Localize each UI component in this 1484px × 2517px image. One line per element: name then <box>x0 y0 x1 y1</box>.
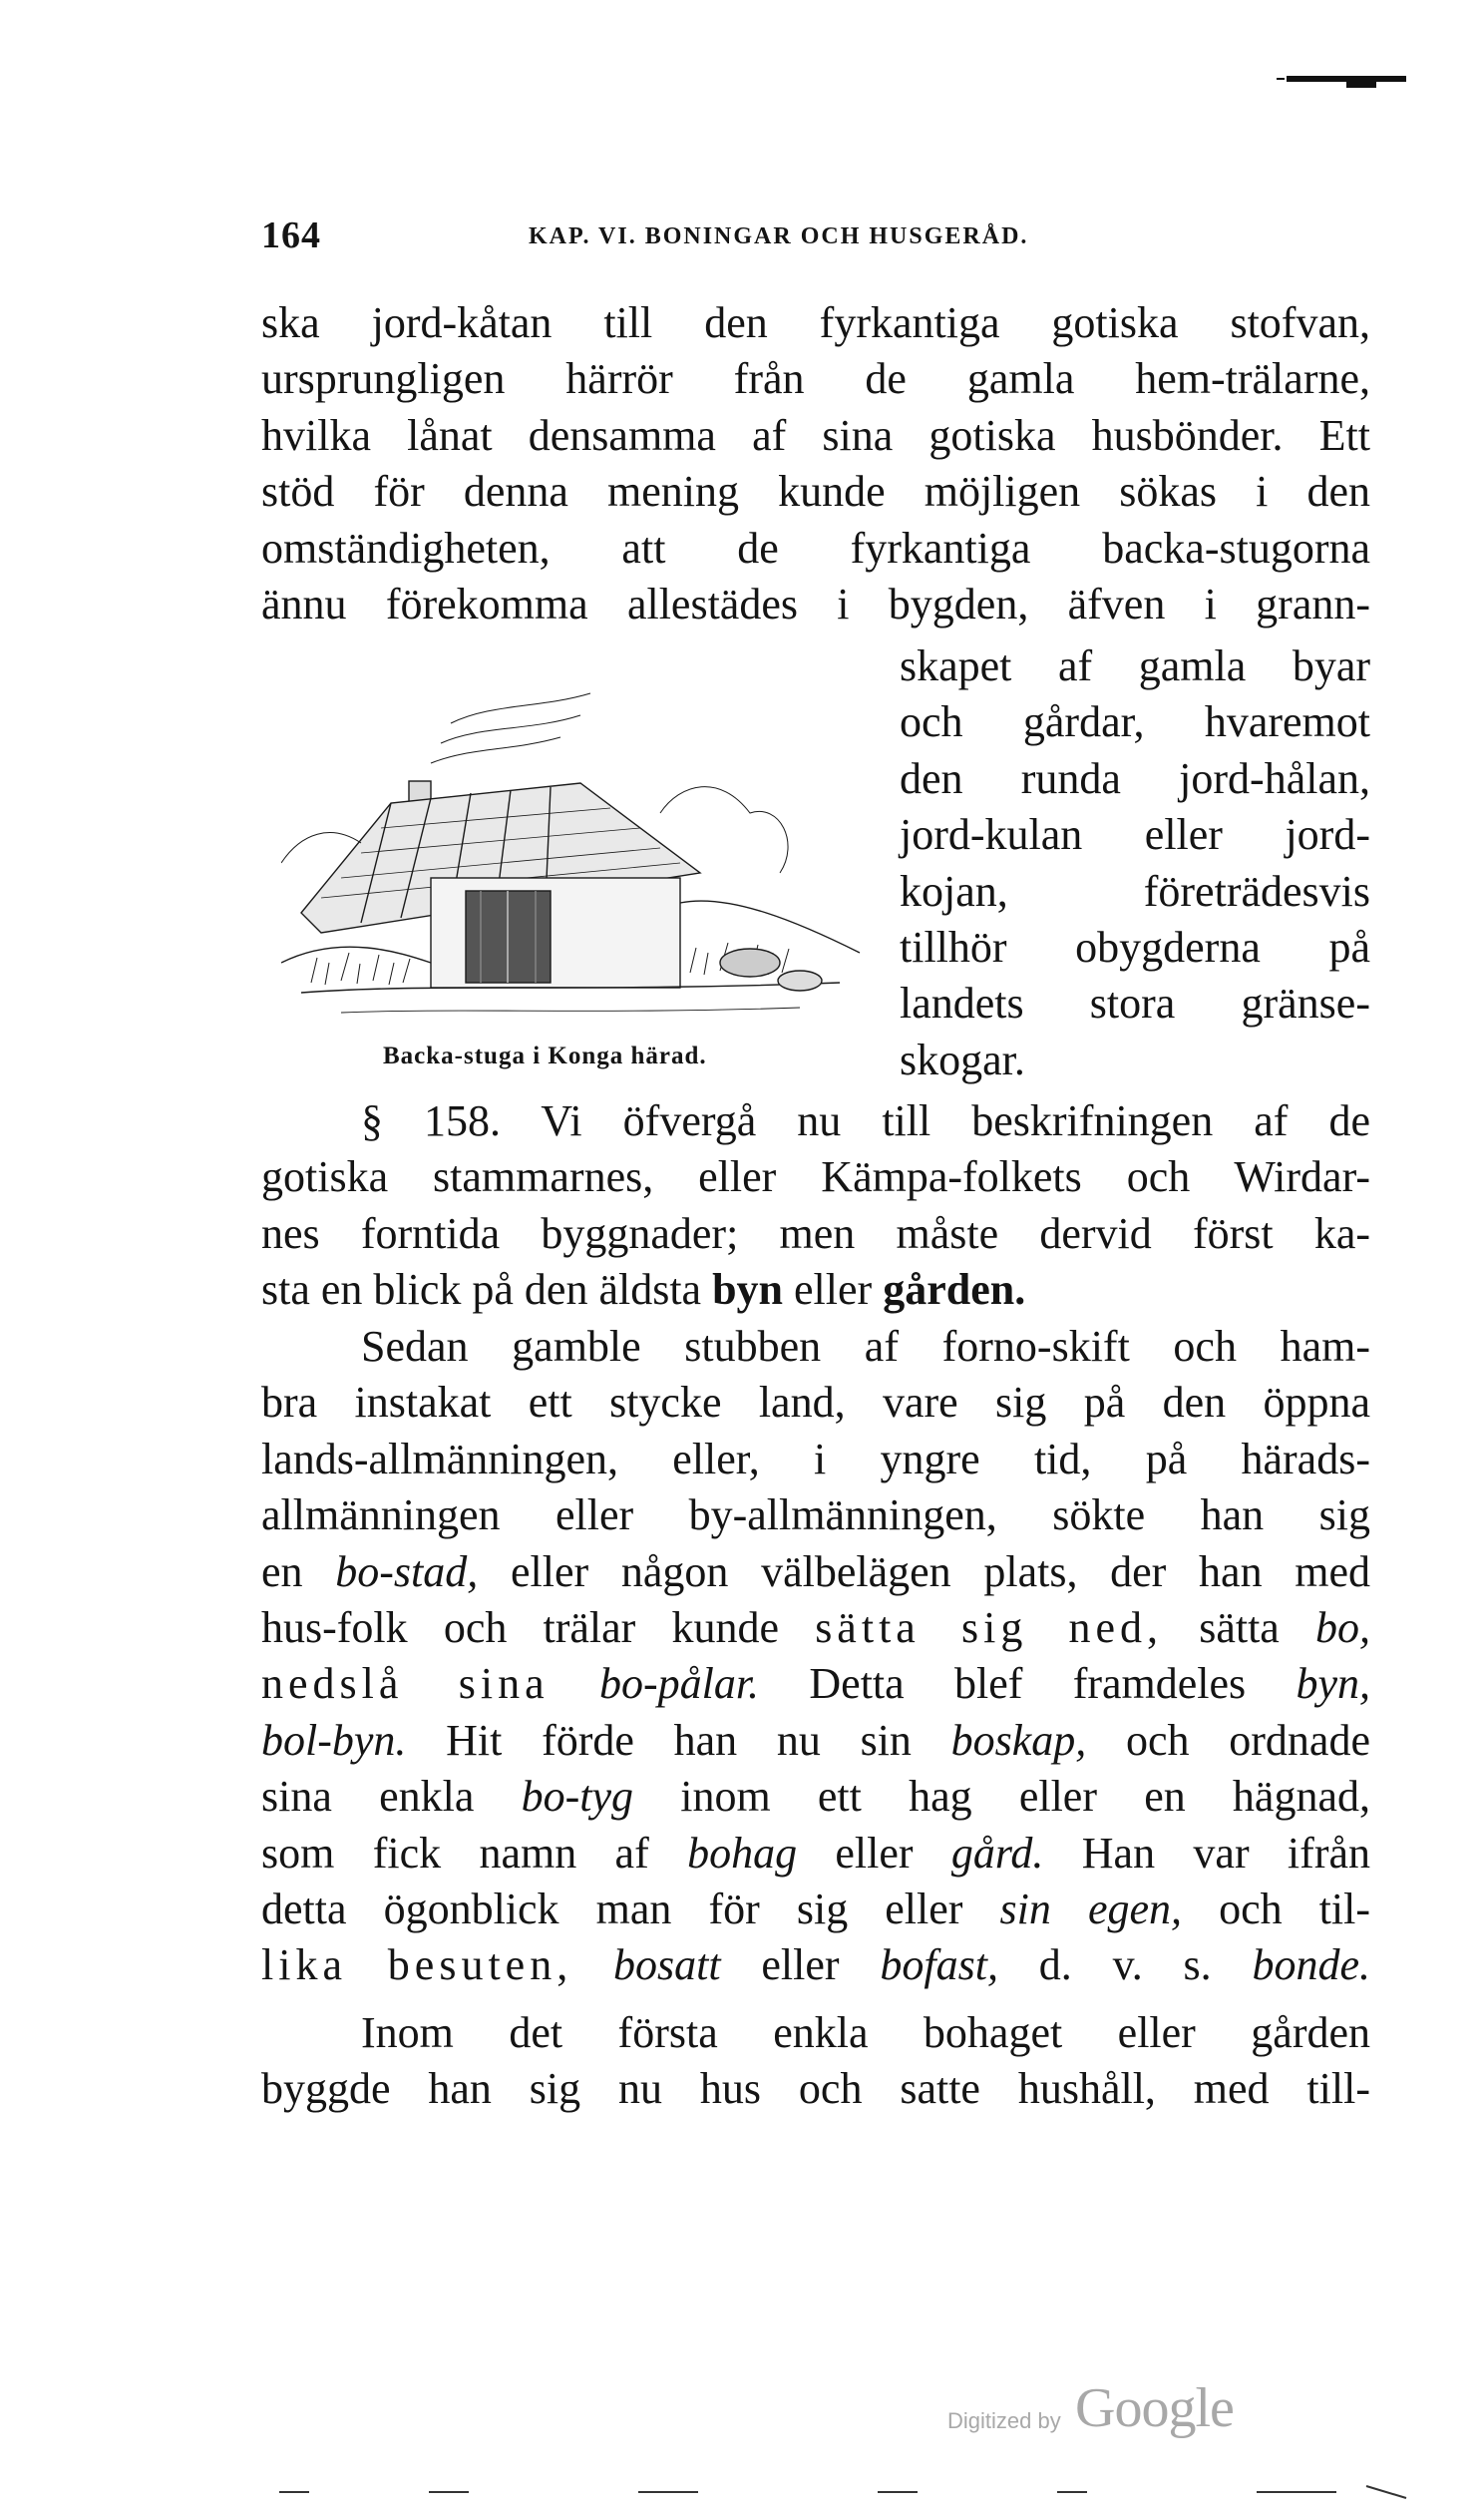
text-line <box>261 1656 1370 1712</box>
text-span: och ordnade <box>1126 1715 1370 1765</box>
running-head: KAP. VI. BONINGAR OCH HUSGERÅD. <box>529 223 1029 249</box>
text-line: hvilka lånat densamma af sina gotiska husbönder. Ett <box>261 410 1370 460</box>
paragraph-2 <box>261 1093 1370 1319</box>
spaced-text: lika <box>261 1940 347 1990</box>
paragraph-1 <box>261 295 1370 632</box>
text-line: ännu förekomma allestädes i bygden, äfven i grann- <box>261 579 1370 629</box>
spaced-text: besuten, <box>387 1940 573 1990</box>
text-span: eller <box>761 1940 840 1990</box>
italic-term: bofast, <box>880 1940 998 1990</box>
text-line: omständigheten, att de fyrkantiga backa-stugorna <box>261 523 1370 573</box>
italic-term: bohag <box>687 1828 798 1878</box>
italic-term: bo, <box>1315 1602 1371 1652</box>
text-span: detta ögonblick man för sig eller <box>261 1884 963 1933</box>
spaced-text: sätta sig ned, <box>815 1602 1164 1652</box>
paragraph-1-wrap <box>900 638 1370 1088</box>
italic-term: sin egen, <box>999 1884 1182 1933</box>
italic-term: bosatt <box>613 1940 721 1990</box>
text-span: sina enkla <box>261 1772 475 1822</box>
text-line: Inom det första enkla bohaget eller gården <box>361 2008 1370 2057</box>
italic-term: bol-byn. <box>261 1715 407 1765</box>
text-line: landets stora gränse- <box>900 979 1370 1029</box>
cottage-engraving-illustration <box>281 663 870 1043</box>
text-span: Hit förde han nu sin <box>446 1715 912 1765</box>
text-span: eller någon välbelägen plats, der han med <box>510 1546 1371 1596</box>
text-line <box>261 1713 1370 1769</box>
text-line: skogar. <box>900 1035 1025 1084</box>
text-line: jord-kulan eller jord- <box>900 810 1370 860</box>
text-line: ska jord-kåtan till den fyrkantiga gotiska stofvan, <box>261 298 1370 347</box>
digitized-by-google-watermark <box>947 2376 1247 2446</box>
figure-caption: Backa-stuga i Konga härad. <box>383 1043 707 1069</box>
italic-term: bonde. <box>1252 1940 1371 1990</box>
text-span: Han var ifrån <box>1081 1828 1370 1878</box>
text-line: lands-allmänningen, eller, i yngre tid, på härads- <box>261 1434 1370 1483</box>
italic-term: bo-stad, <box>335 1546 479 1596</box>
text-span: d. v. s. <box>1038 1940 1212 1990</box>
text-line: gotiska stammarnes, eller Kämpa-folkets och Wirdar- <box>261 1152 1370 1202</box>
page-number: 164 <box>261 214 321 256</box>
text-span: sätta <box>1199 1602 1280 1652</box>
text-span: en <box>261 1546 303 1596</box>
italic-term: bo-tyg <box>521 1772 633 1822</box>
text-line <box>261 1600 1370 1656</box>
text-line <box>261 1769 1370 1825</box>
text-line: skapet af gamla byar <box>900 641 1370 690</box>
italic-term: boskap, <box>950 1715 1087 1765</box>
text-span: och til- <box>1219 1884 1371 1933</box>
italic-term: bo-pålar. <box>598 1659 760 1709</box>
text-span: sta en blick på den äldsta <box>261 1265 702 1315</box>
spaced-text: nedslå sina <box>261 1659 550 1709</box>
text-line: allmänningen eller by-allmänningen, sökte han sig <box>261 1490 1370 1540</box>
text-line <box>261 1826 1370 1882</box>
italic-term: byn, <box>1296 1659 1371 1709</box>
text-line: byggde han sig nu hus och satte hushåll, med till- <box>261 2064 1370 2114</box>
text-span: som fick namn af <box>261 1828 649 1878</box>
text-line: tillhör obygderna på <box>900 922 1370 972</box>
text-line: Sedan gamble stubben af forno-skift och ham- <box>361 1322 1370 1371</box>
text-span: inom ett hag eller en hägnad, <box>680 1772 1370 1822</box>
text-line: den runda jord-hålan, <box>900 753 1370 803</box>
paragraph-3 <box>261 1319 1370 1994</box>
text-line <box>261 1544 1370 1600</box>
digitized-by-label: Digitized by <box>947 2408 1061 2433</box>
text-line: bra instakat ett stycke land, vare sig på den öppna <box>261 1378 1370 1428</box>
text-line: § 158. Vi öfvergå nu till beskrifningen af de <box>361 1096 1370 1145</box>
text-line <box>261 1937 1370 1993</box>
text-span: eller <box>794 1265 873 1315</box>
printer-mark-decoration <box>1277 70 1422 90</box>
emphasis-garden: gården. <box>883 1265 1026 1315</box>
text-span: Detta blef framdeles <box>809 1659 1247 1709</box>
text-span: eller <box>835 1828 914 1878</box>
google-logo-text: Google <box>1075 2377 1234 2439</box>
emphasis-byn: byn <box>712 1265 784 1315</box>
footer-dashes-decoration <box>279 2482 1416 2502</box>
text-line: ursprungligen härrör från de gamla hem-trälarne, <box>261 354 1370 404</box>
text-line: kojan, företrädesvis <box>900 866 1370 916</box>
page-header <box>261 213 1368 263</box>
paragraph-4 <box>261 2005 1370 2118</box>
text-line: och gårdar, hvaremot <box>900 697 1370 747</box>
text-span: hus-folk och trälar kunde <box>261 1602 780 1652</box>
text-line: nes forntida byggnader; men måste dervid först ka- <box>261 1208 1370 1258</box>
italic-term: gård. <box>950 1828 1044 1878</box>
text-line <box>261 1882 1370 1937</box>
text-line <box>261 1262 1370 1318</box>
text-line: stöd för denna mening kunde möjligen sökas i den <box>261 467 1370 517</box>
